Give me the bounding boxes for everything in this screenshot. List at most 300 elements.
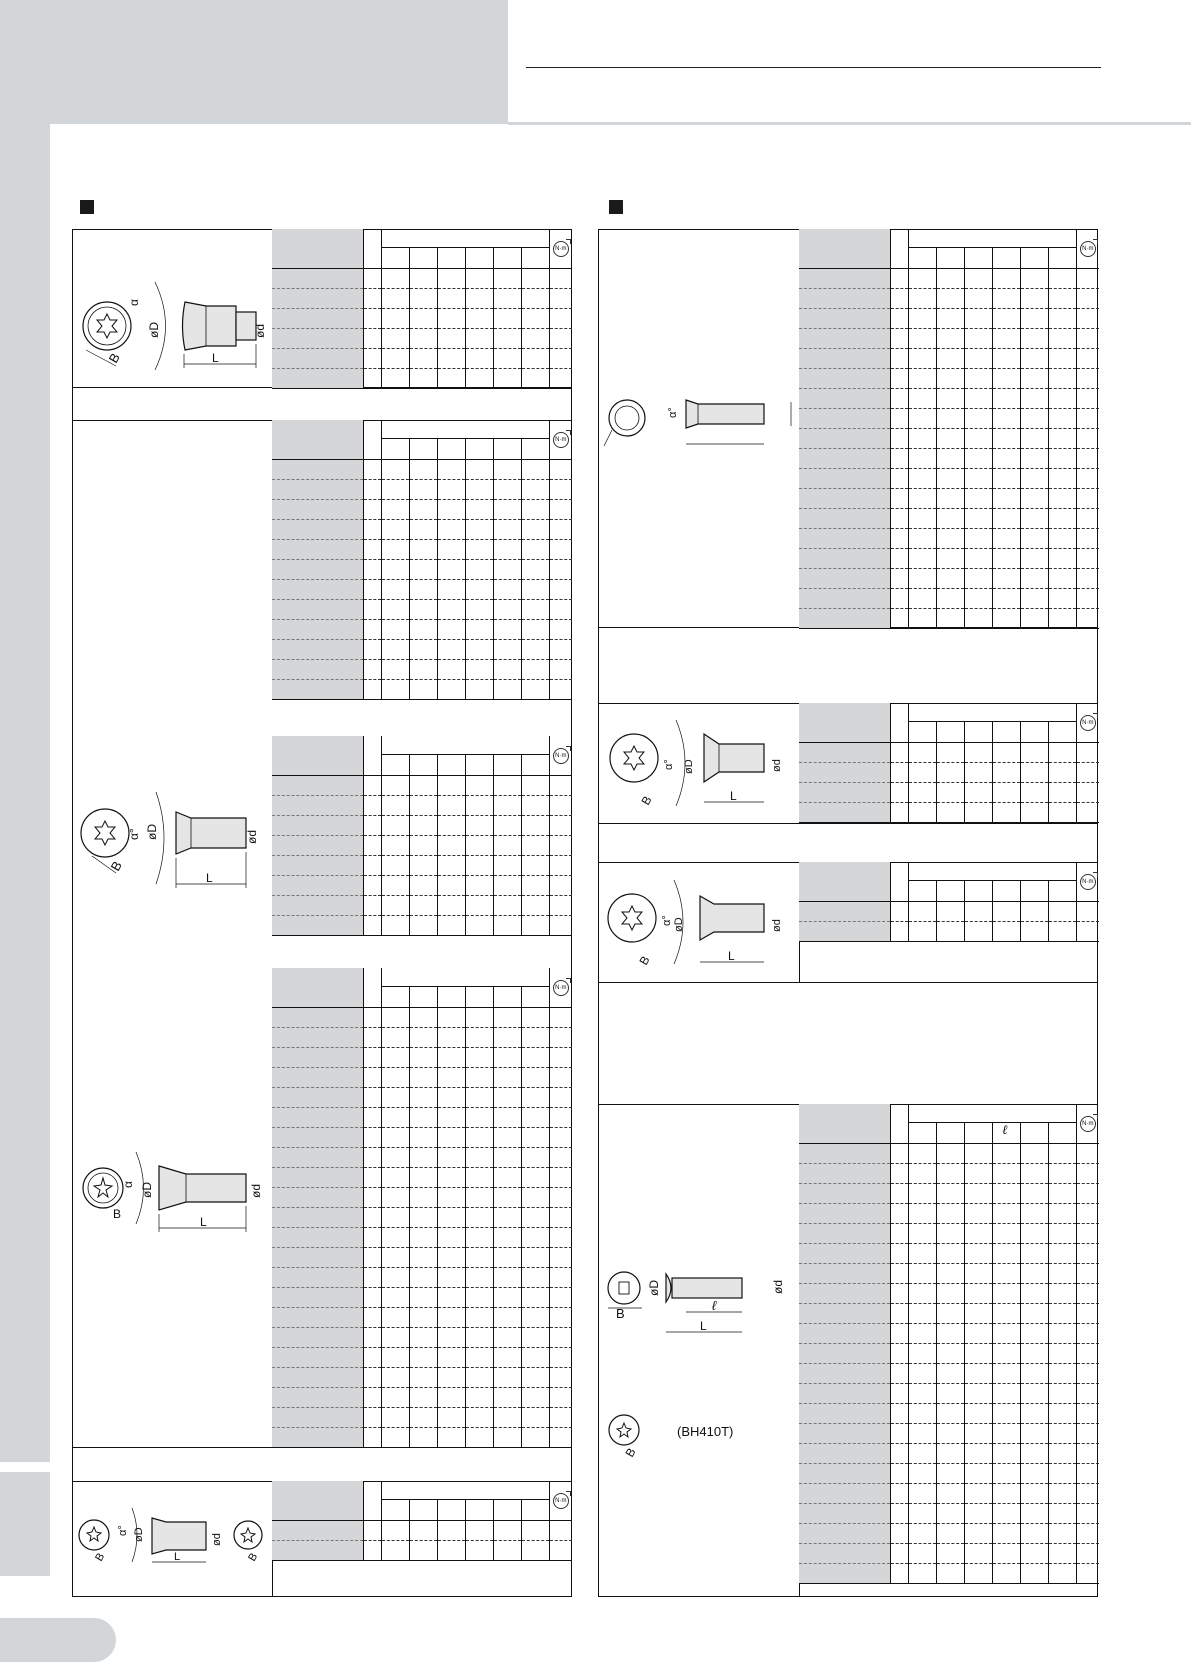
table-cell (1020, 389, 1048, 409)
table-cell (549, 896, 572, 916)
dimension-column-header (381, 987, 409, 1008)
table-cell (381, 896, 409, 916)
table-cell (908, 1384, 936, 1404)
table-cell (1076, 529, 1099, 549)
table-cell (437, 1328, 465, 1348)
table-cell (992, 1324, 1020, 1344)
dimension-column-header (964, 248, 992, 269)
table-cell (1020, 922, 1048, 942)
table-cell (549, 1208, 572, 1228)
dimension-B-label: B (636, 953, 653, 968)
dimension-column-header (936, 722, 964, 743)
right-separator-5 (598, 982, 1098, 983)
table-cell (363, 349, 381, 369)
table-cell (521, 1168, 549, 1188)
table-cell (549, 269, 572, 289)
designation-cell (799, 269, 890, 289)
table-cell (409, 1048, 437, 1068)
table-cell (1020, 1204, 1048, 1224)
table-cell (1076, 309, 1099, 329)
table-cell (381, 1328, 409, 1348)
dimension-d-label: ød (253, 323, 267, 338)
table-cell (363, 369, 381, 389)
torque-icon: N·m (553, 241, 569, 257)
table-cell (992, 469, 1020, 489)
table-cell (992, 1424, 1020, 1444)
table-cell (890, 489, 908, 509)
designation-cell (272, 1521, 363, 1541)
dimension-column-header (908, 1123, 936, 1144)
table-cell (1076, 1144, 1099, 1164)
designation-header (799, 1104, 890, 1144)
table-cell (521, 369, 549, 389)
dimension-column-header (381, 755, 409, 776)
table-cell (890, 429, 908, 449)
table-cell (493, 540, 521, 560)
table-cell (381, 580, 409, 600)
table-cell (437, 856, 465, 876)
table-cell (363, 1408, 381, 1428)
table-cell (549, 1521, 572, 1541)
table-cell (409, 1068, 437, 1088)
table-cell (521, 289, 549, 309)
stock-header (363, 736, 381, 776)
table-cell (437, 640, 465, 660)
table-cell (1076, 1564, 1099, 1584)
table-cell (890, 589, 908, 609)
table-row (799, 309, 1099, 329)
table-cell (936, 509, 964, 529)
table-cell (908, 783, 936, 803)
table-cell (521, 600, 549, 620)
table-cell (549, 1168, 572, 1188)
table-cell (465, 1048, 493, 1068)
table-cell (521, 309, 549, 329)
table-cell (493, 1328, 521, 1348)
table-cell (549, 1388, 572, 1408)
table-cell (1076, 783, 1099, 803)
dimension-column-header (1020, 1123, 1048, 1144)
table-cell (521, 1108, 549, 1128)
table-cell (493, 640, 521, 660)
dimension-column-header (465, 987, 493, 1008)
table-cell (964, 509, 992, 529)
designation-cell (799, 449, 890, 469)
table-row (272, 816, 572, 836)
dimension-B-label: B (105, 350, 123, 366)
table-cell (465, 1408, 493, 1428)
table-cell (964, 389, 992, 409)
dimension-L-label: L (200, 1215, 207, 1229)
table-cell (1076, 1524, 1099, 1544)
table-row (799, 1304, 1099, 1324)
designation-cell (272, 1541, 363, 1561)
table-cell (381, 796, 409, 816)
table-cell (521, 1348, 549, 1368)
designation-cell (272, 1248, 363, 1268)
dimension-D-label: øD (683, 759, 695, 774)
table-cell (493, 1428, 521, 1448)
table-row (799, 589, 1099, 609)
table-cell (363, 520, 381, 540)
dimension-group-header (908, 862, 1076, 881)
dimension-column-header (437, 1500, 465, 1521)
stock-header (363, 229, 381, 269)
table-cell (992, 743, 1020, 763)
table-row (799, 1144, 1099, 1164)
dimension-column-header (437, 755, 465, 776)
table-cell (1076, 429, 1099, 449)
table-cell (521, 916, 549, 936)
table-row (799, 429, 1099, 449)
designation-cell (272, 876, 363, 896)
table-cell (964, 529, 992, 549)
table-cell (363, 1288, 381, 1308)
table-cell (890, 409, 908, 429)
table-cell (409, 1228, 437, 1248)
table-cell (437, 660, 465, 680)
table-cell (521, 660, 549, 680)
table-cell (493, 1008, 521, 1028)
table-cell (908, 1544, 936, 1564)
table-cell (381, 916, 409, 936)
dimension-d-label: ød (245, 829, 259, 844)
table-cell (409, 1128, 437, 1148)
table-cell (1020, 469, 1048, 489)
dimension-D-label: øD (133, 1527, 145, 1542)
dimension-column-header (465, 755, 493, 776)
designation-header (272, 736, 363, 776)
table-cell (1020, 1544, 1048, 1564)
designation-cell (272, 520, 363, 540)
table-cell (1076, 389, 1099, 409)
table-cell (465, 1328, 493, 1348)
table-cell (381, 269, 409, 289)
table-cell (493, 816, 521, 836)
table-cell (936, 349, 964, 369)
table-cell (549, 640, 572, 660)
table-cell (1020, 1484, 1048, 1504)
table-cell (908, 549, 936, 569)
table-cell (936, 1544, 964, 1564)
designation-header (799, 229, 890, 269)
table-cell (964, 1344, 992, 1364)
table-cell (936, 763, 964, 783)
table-cell (381, 1188, 409, 1208)
table-row (799, 1544, 1099, 1564)
title-rule (526, 67, 1101, 68)
table-cell (409, 329, 437, 349)
dimension-d-label: ød (771, 919, 783, 932)
table-row (799, 1444, 1099, 1464)
table-cell (964, 1204, 992, 1224)
table-cell (1048, 1344, 1076, 1364)
table-cell (936, 1384, 964, 1404)
table-cell (493, 1128, 521, 1148)
table-cell (1076, 329, 1099, 349)
stock-header (890, 703, 908, 743)
table-cell (521, 856, 549, 876)
table-cell (493, 1408, 521, 1428)
table-cell (363, 1328, 381, 1348)
designation-cell (799, 1464, 890, 1484)
table-cell (890, 922, 908, 942)
table-cell (521, 1521, 549, 1541)
dimension-group-header (908, 229, 1076, 248)
table-cell (521, 816, 549, 836)
table-cell (992, 1284, 1020, 1304)
table-cell (1048, 1264, 1076, 1284)
section-marker-right (609, 200, 623, 214)
table-cell (1020, 1244, 1048, 1264)
dimension-group-header (381, 968, 549, 987)
table-cell (992, 349, 1020, 369)
table-cell (549, 1368, 572, 1388)
designation-cell (799, 549, 890, 569)
table-cell (936, 1564, 964, 1584)
dimension-d-label: ød (211, 1533, 223, 1546)
table-cell (437, 1008, 465, 1028)
dimension-alpha-label: α° (661, 915, 673, 926)
stock-header (890, 229, 908, 269)
designation-cell (799, 429, 890, 449)
table-cell (363, 680, 381, 700)
designation-cell (799, 409, 890, 429)
table-cell (493, 916, 521, 936)
dimension-group-header (908, 1104, 1076, 1123)
table-cell (992, 922, 1020, 942)
table-cell (992, 589, 1020, 609)
dimension-column-header (936, 1123, 964, 1144)
stock-header (363, 1481, 381, 1521)
table-cell (936, 1364, 964, 1384)
dimension-L-label: L (174, 1551, 181, 1563)
table-cell (521, 896, 549, 916)
table-cell (1020, 1424, 1048, 1444)
table-cell (549, 1008, 572, 1028)
table-cell (1076, 1304, 1099, 1324)
table-cell (465, 1228, 493, 1248)
table-cell (1048, 1464, 1076, 1484)
table-cell (437, 1348, 465, 1368)
table-cell (437, 1208, 465, 1228)
table-cell (908, 1304, 936, 1324)
table-cell (964, 429, 992, 449)
table-cell (890, 1404, 908, 1424)
column-header-ell: ℓ (1002, 1122, 1008, 1137)
designation-cell (272, 540, 363, 560)
table-cell (1020, 803, 1048, 823)
screw-drawing-bh410t-head (604, 1410, 664, 1475)
table-cell (936, 269, 964, 289)
table-cell (493, 1288, 521, 1308)
table-cell (363, 600, 381, 620)
table-row (799, 1164, 1099, 1184)
designation-cell (799, 609, 890, 629)
table-cell (964, 289, 992, 309)
table-cell (964, 349, 992, 369)
table-cell (549, 776, 572, 796)
designation-cell (799, 902, 890, 922)
table-row (799, 1364, 1099, 1384)
table-row (272, 620, 572, 640)
table-cell (493, 369, 521, 389)
table-cell (363, 896, 381, 916)
header-divider (508, 122, 1191, 125)
dimension-B-label: B (638, 793, 655, 808)
table-cell (890, 1304, 908, 1324)
table-row (799, 369, 1099, 389)
dimension-column-header (1020, 722, 1048, 743)
table-row (799, 1184, 1099, 1204)
table-cell (908, 589, 936, 609)
table-cell (381, 876, 409, 896)
table-cell (549, 836, 572, 856)
table-row (272, 460, 572, 480)
dimension-column-header (1048, 722, 1076, 743)
dimension-column-header (1020, 881, 1048, 902)
table-cell (465, 1268, 493, 1288)
table-cell (992, 783, 1020, 803)
table-cell (465, 1541, 493, 1561)
table-cell (493, 1388, 521, 1408)
table-cell (992, 269, 1020, 289)
table-cell (992, 1144, 1020, 1164)
table-cell (964, 1524, 992, 1544)
table-cell (964, 369, 992, 389)
stock-header (363, 420, 381, 460)
table-row (272, 776, 572, 796)
designation-cell (272, 560, 363, 580)
table-row (799, 803, 1099, 823)
table-cell (363, 580, 381, 600)
table-cell (936, 1424, 964, 1444)
table-cell (992, 1384, 1020, 1404)
table-cell (521, 1088, 549, 1108)
table-cell (409, 1541, 437, 1561)
table-cell (992, 509, 1020, 529)
table-cell (1048, 1404, 1076, 1424)
table-cell (890, 1544, 908, 1564)
designation-cell (799, 1264, 890, 1284)
table-cell (936, 902, 964, 922)
table-cell (381, 1128, 409, 1148)
table-row (272, 1268, 572, 1288)
table-cell (465, 520, 493, 540)
table-row (799, 1244, 1099, 1264)
table-cell (890, 1384, 908, 1404)
table-cell (1048, 409, 1076, 429)
table-cell (1020, 509, 1048, 529)
designation-cell (272, 836, 363, 856)
table-cell (549, 876, 572, 896)
dimension-column-header (908, 722, 936, 743)
left-gray-margin (0, 124, 50, 1462)
designation-cell (799, 1524, 890, 1544)
table-cell (465, 540, 493, 560)
table-cell (549, 1088, 572, 1108)
table-cell (549, 540, 572, 560)
table-cell (409, 896, 437, 916)
table-row (272, 1088, 572, 1108)
table-cell (409, 1148, 437, 1168)
screw-drawing-button-head (604, 1262, 794, 1347)
table-cell (465, 1368, 493, 1388)
designation-cell (799, 1484, 890, 1504)
table-cell (1048, 1364, 1076, 1384)
table-cell (363, 1088, 381, 1108)
table-cell (936, 309, 964, 329)
side-index-tab (0, 1472, 50, 1576)
table-cell (493, 876, 521, 896)
dimension-column-header (409, 248, 437, 269)
table-cell (381, 1008, 409, 1028)
top-gray-band (0, 0, 508, 124)
table-cell (1020, 369, 1048, 389)
designation-cell (272, 640, 363, 660)
right-table-1 (799, 229, 1099, 629)
table-cell (363, 1108, 381, 1128)
table-cell (992, 1344, 1020, 1364)
table-cell (437, 1168, 465, 1188)
table-cell (521, 1188, 549, 1208)
table-cell (437, 1028, 465, 1048)
table-cell (964, 449, 992, 469)
designation-cell (272, 1188, 363, 1208)
table-cell (409, 1428, 437, 1448)
table-row (799, 1484, 1099, 1504)
left-table-5 (272, 1481, 572, 1561)
screw-drawing-torx-countersunk-3 (76, 1148, 266, 1253)
table-cell (549, 1248, 572, 1268)
table-cell (521, 620, 549, 640)
table-cell (890, 1424, 908, 1444)
table-cell (549, 1148, 572, 1168)
table-cell (890, 1564, 908, 1584)
table-cell (493, 1208, 521, 1228)
table-cell (465, 600, 493, 620)
table-row (799, 389, 1099, 409)
table-cell (1048, 609, 1076, 629)
table-cell (908, 1564, 936, 1584)
screw-drawing-torx-long (604, 376, 794, 461)
table-cell (1020, 449, 1048, 469)
table-row (272, 1388, 572, 1408)
table-cell (908, 763, 936, 783)
designation-cell (272, 776, 363, 796)
table-cell (1048, 369, 1076, 389)
designation-cell (272, 1028, 363, 1048)
dimension-L-label: L (728, 949, 735, 963)
table-cell (1020, 1344, 1048, 1364)
table-cell (964, 1284, 992, 1304)
table-cell (437, 1068, 465, 1088)
table-cell (381, 1348, 409, 1368)
table-cell (493, 1541, 521, 1561)
table-cell (549, 580, 572, 600)
table-cell (549, 460, 572, 480)
table-cell (1076, 1184, 1099, 1204)
table-cell (549, 620, 572, 640)
table-cell (890, 549, 908, 569)
table-cell (1048, 1544, 1076, 1564)
table-cell (890, 469, 908, 489)
table-cell (465, 460, 493, 480)
table-cell (1076, 569, 1099, 589)
table-cell (521, 776, 549, 796)
table-cell (493, 1148, 521, 1168)
dimension-column-header (521, 1500, 549, 1521)
